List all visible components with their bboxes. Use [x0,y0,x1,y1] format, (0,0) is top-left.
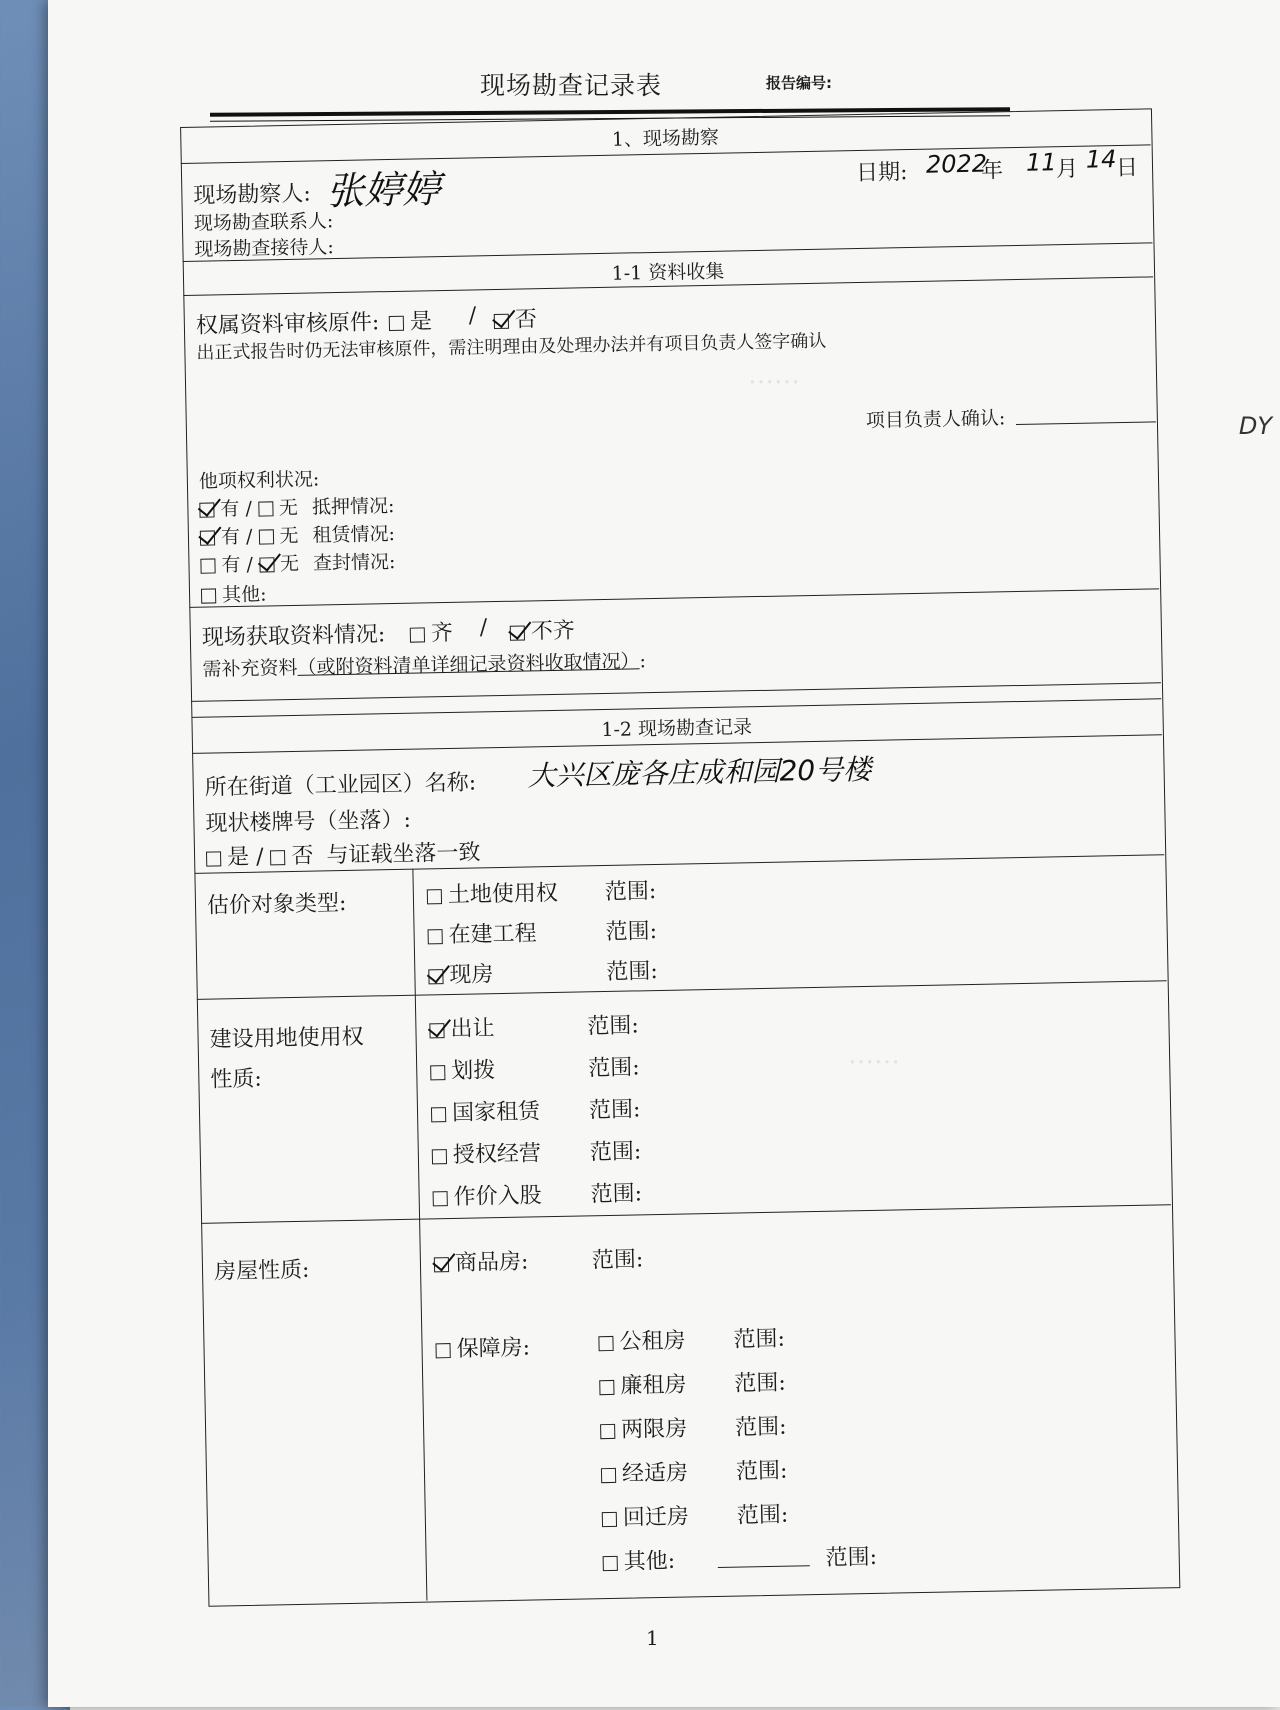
surveyor-signature: 张婷婷 [325,167,441,214]
range-label: 范围: [825,1544,878,1571]
section-1-title: 1、现场勘察 [611,126,720,151]
checked-checkbox-icon[interactable] [428,969,443,984]
checkbox-icon[interactable] [599,1380,614,1395]
checkbox-icon[interactable] [598,1336,613,1351]
right-row-other: 其他: [201,579,267,607]
checkbox-icon[interactable] [427,889,442,904]
checkbox-icon[interactable] [602,1512,617,1527]
range-label: 范围: [589,1139,642,1166]
report-number-label: 报告编号: [766,74,832,92]
checkbox-icon[interactable] [270,850,285,865]
object-type-label: 估价对象类型: [206,890,347,919]
day-char: 日 [1115,155,1139,182]
form-page: …… …… [48,0,1280,1707]
survey-form: 1、现场勘察 现场勘察人: 张婷婷 日期: 2022 年 11 月 14 日 现场勘查联系人: 现场勘查接待人: 1-1 资料收集 权属资料审核原件: 是 / 否 出正式报告时仍无法审核原件，需注明理由及处理办法并有项目负责人签字确认 项目负责人确认: 他项权利状况: 有 / 无 抵押情况: 有 / 无 租赁情况: 有 / 无 查封情况: 其他: 现场获取资料情况: 齐 / 不齐 需补充资料（或附资料清单详细记录资料收取情况）: 1-2 现场勘查记录 所在街道（工业园区）名称: 大兴区庞各庄成和园20号楼 现状楼牌号（坐落）: 是 / 否 与证载坐落一致 估价对象类型: 土地使用权 范围: 在建工程 范围: 现房 范围: 建设用地使用权 性质: 出让 范围: 划拨 范围: 国家租赁 范围: 授权经营 范围: 作价入股 范围: 房屋性质: 商品房: 范围: 保障房: 公租房 范围: 廉租房 范围: 两限房 范围: 经适房 范围: 回迁房 范围: 其他: 范围: [130,108,1198,1608]
right-row-mortgage: 有 / 无 抵押情况: [199,491,394,522]
complete-option[interactable]: 齐 [410,616,454,648]
street-label: 所在街道（工业园区）名称: [204,770,477,801]
checkbox-icon[interactable] [389,316,404,331]
checked-checkbox-icon[interactable] [494,314,509,329]
range-label: 范围: [587,1013,640,1040]
checkbox-icon[interactable] [410,627,425,642]
supplement-line: 需补充资料（或附资料清单详细记录资料收取情况）: [202,650,647,681]
land-nature-transfer[interactable]: 出让 [429,1011,495,1043]
checkbox-icon[interactable] [603,1556,618,1571]
year-char: 年 [980,158,1004,184]
checked-checkbox-icon[interactable] [429,1023,444,1038]
section-1-1-title: 1-1 资料收集 [611,260,725,285]
street-value: 大兴区庞各庄成和园20号楼 [527,752,872,793]
house-nature-affordable[interactable]: 保障房: [435,1331,530,1364]
checkbox-icon[interactable] [435,1343,450,1358]
checkbox-icon[interactable] [432,1149,447,1164]
review-note: 出正式报告时仍无法审核原件，需注明理由及处理办法并有项目负责人签字确认 [196,330,827,364]
pm-confirm-label: 项目负责人确认: [865,407,1006,432]
review-no-option[interactable]: 否 [494,302,538,334]
date-day: 14 [1085,145,1117,174]
house-nature-label: 房屋性质: [213,1257,310,1285]
building-label: 现状楼牌号（坐落）: [205,807,412,837]
page-title: 现场勘查记录表 [480,71,663,100]
checkbox-icon[interactable] [258,529,273,544]
section-1-2-title: 1-2 现场勘查记录 [601,716,753,742]
affordable-public-rental[interactable]: 公租房 [598,1324,686,1357]
checkbox-icon[interactable] [206,851,221,866]
checkbox-icon[interactable] [258,501,273,516]
range-label: 范围: [605,919,658,945]
range-label: 范围: [588,1055,640,1082]
object-type-construction[interactable]: 在建工程 [427,916,537,949]
checkbox-icon[interactable] [601,1468,616,1483]
checkbox-icon[interactable] [428,929,443,944]
range-label: 范围: [590,1181,643,1208]
affordable-resettlement[interactable]: 回迁房 [602,1500,690,1533]
house-nature-commercial[interactable]: 商品房: [434,1245,529,1278]
range-label: 范围: [604,879,657,906]
date-label: 日期: [855,160,908,187]
receiver-label: 现场勘查接待人: [194,236,335,261]
right-row-lease: 有 / 无 租赁情况: [200,519,395,550]
land-nature-shares[interactable]: 作价入股 [432,1178,542,1211]
side-handwriting: DY [1238,412,1272,440]
month-char: 月 [1055,156,1079,183]
range-label: 范围: [591,1247,644,1274]
land-nature-authorized[interactable]: 授权经营 [432,1136,542,1169]
affordable-economic[interactable]: 经适房 [601,1456,689,1489]
range-label: 范围: [735,1458,788,1485]
range-label: 范围: [734,1414,787,1441]
affordable-low-rent[interactable]: 廉租房 [599,1368,687,1401]
range-label: 范围: [736,1502,789,1529]
land-nature-lease[interactable]: 国家租赁 [431,1094,541,1127]
date-year: 2022 [925,149,988,179]
contact-label: 现场勘查联系人: [193,210,334,235]
range-label: 范围: [734,1370,786,1397]
date-month: 11 [1025,148,1057,177]
checkbox-icon[interactable] [600,1424,615,1439]
checked-checkbox-icon[interactable] [199,502,214,517]
checkbox-icon[interactable] [433,1191,448,1206]
obtained-label: 现场获取资料情况: [201,622,386,651]
affordable-price-limited[interactable]: 两限房 [600,1412,688,1445]
affordable-other[interactable]: 其他: [602,1544,675,1576]
surveyor-label: 现场勘察人: [193,181,312,209]
checked-checkbox-icon[interactable] [259,557,274,572]
object-type-land[interactable]: 土地使用权 [427,876,559,910]
checkbox-icon[interactable] [201,588,216,603]
land-nature-label: 建设用地使用权 [209,1024,364,1053]
consistent-row: 是 / 否 与证载坐落一致 [206,835,481,871]
range-label: 范围: [733,1326,786,1353]
other-rights-label: 他项权利状况: [198,468,320,493]
range-label: 范围: [606,959,659,985]
review-label: 权属资料审核原件: [195,310,380,339]
checked-checkbox-icon[interactable] [510,625,525,640]
checkbox-icon[interactable] [200,558,215,573]
checked-checkbox-icon[interactable] [200,530,215,545]
object-type-existing[interactable]: 现房 [428,957,494,989]
checkbox-icon[interactable] [431,1107,446,1122]
range-label: 范围: [588,1097,641,1124]
checked-checkbox-icon[interactable] [434,1257,449,1272]
checkbox-icon[interactable] [430,1065,445,1080]
incomplete-option[interactable]: 不齐 [510,614,576,646]
land-nature-allocation[interactable]: 划拨 [430,1053,496,1085]
page-number: 1 [646,1626,659,1650]
right-row-seizure: 有 / 无 查封情况: [200,547,395,578]
land-nature-label-2: 性质: [210,1066,263,1093]
review-yes-option[interactable]: 是 [389,304,433,336]
